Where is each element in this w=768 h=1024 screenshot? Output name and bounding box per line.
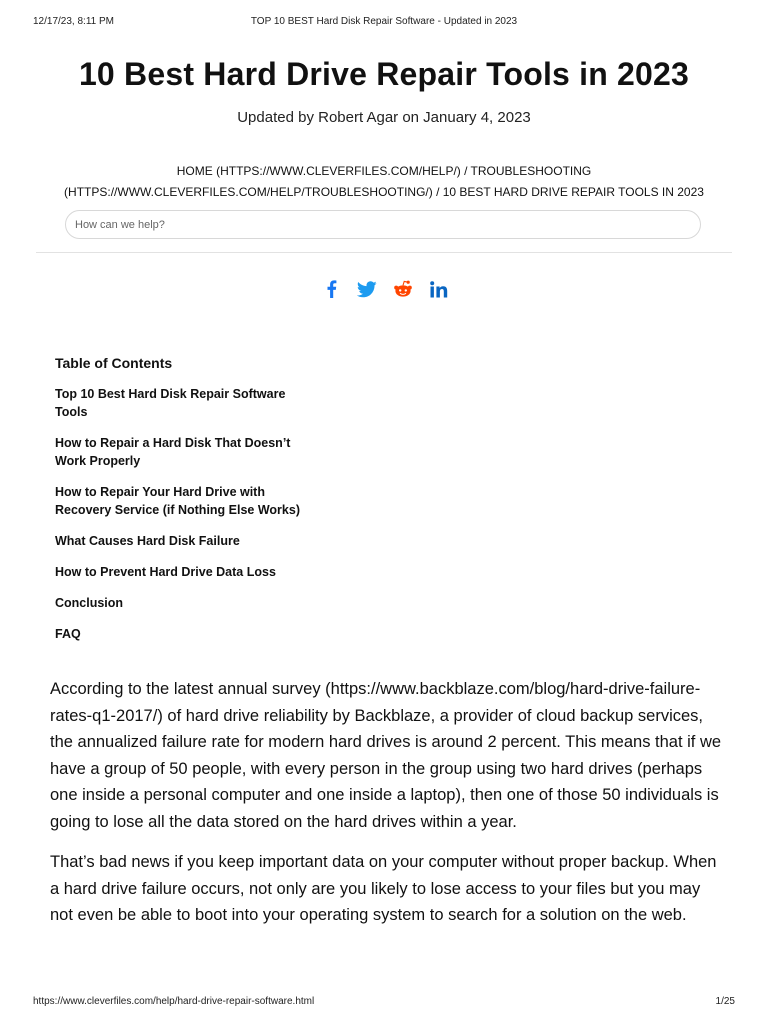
- breadcrumb[interactable]: [40, 161, 728, 203]
- toc-item-how-to-repair[interactable]: How to Repair a Hard Disk That Doesn’t Work Properly: [55, 436, 291, 468]
- twitter-icon[interactable]: [356, 278, 378, 300]
- print-doc-title: TOP 10 BEST Hard Disk Repair Software - Updated in 2023: [250, 16, 518, 27]
- article-paragraph: According to the latest annual survey (https://www.backblaze.com/blog/hard-drive-failure-rates-q1-2017/) of hard drive reliability by Backblaze, a provider of cloud backup services, the annualized failure rate for modern hard drives is around 2 percent. This means that if we have a group of 50 people, with every person in the group using two hard drives (perhaps one inside a personal computer and one inside a laptop), then one of those 50 individuals is going to lose all the data stored on the hard drives within a year.: [50, 680, 722, 831]
- share-buttons: [320, 278, 450, 300]
- toc-item-faq[interactable]: FAQ: [55, 627, 81, 641]
- byline: Updated by Robert Agar on January 4, 2023: [237, 109, 531, 126]
- page-title: 10 Best Hard Drive Repair Tools in 2023: [78, 56, 690, 92]
- facebook-icon[interactable]: [320, 278, 342, 300]
- page-number: 1/25: [715, 996, 735, 1007]
- toc-item-top-10-tools[interactable]: Top 10 Best Hard Disk Repair Software Tools: [55, 387, 286, 419]
- toc-item-conclusion[interactable]: Conclusion: [55, 596, 124, 610]
- toc-item-prevent-data-loss[interactable]: How to Prevent Hard Drive Data Loss: [55, 565, 276, 579]
- toc-title: Table of Contents: [55, 355, 173, 371]
- divider: [36, 252, 732, 253]
- toc-item-causes[interactable]: What Causes Hard Disk Failure: [55, 534, 240, 548]
- print-header: [0, 16, 768, 30]
- print-url: https://www.cleverfiles.com/help/hard-drive-repair-software.html: [33, 996, 315, 1007]
- toc-item-recovery-service[interactable]: How to Repair Your Hard Drive with Recovery Service (if Nothing Else Works): [55, 485, 300, 517]
- article-body: [50, 676, 722, 943]
- linkedin-icon[interactable]: [428, 278, 450, 300]
- print-datetime: 12/17/23, 8:11 PM: [33, 16, 114, 27]
- table-of-contents: [55, 355, 315, 656]
- article-paragraph: That’s bad news if you keep important data on your computer without proper backup. When a hard drive failure occurs, not only are you likely to lose access to your files but you may not even be able to boot into your operating system to search for a solution on the web.: [50, 853, 717, 924]
- search-input[interactable]: [65, 210, 701, 239]
- breadcrumb-line-1[interactable]: HOME (HTTPS://WWW.CLEVERFILES.COM/HELP/) / TROUBLESHOOTING: [176, 164, 592, 178]
- breadcrumb-line-2[interactable]: (HTTPS://WWW.CLEVERFILES.COM/HELP/TROUBLESHOOTING/) / 10 BEST HARD DRIVE REPAIR TOOLS IN 2023: [64, 185, 704, 199]
- reddit-icon[interactable]: [392, 278, 414, 300]
